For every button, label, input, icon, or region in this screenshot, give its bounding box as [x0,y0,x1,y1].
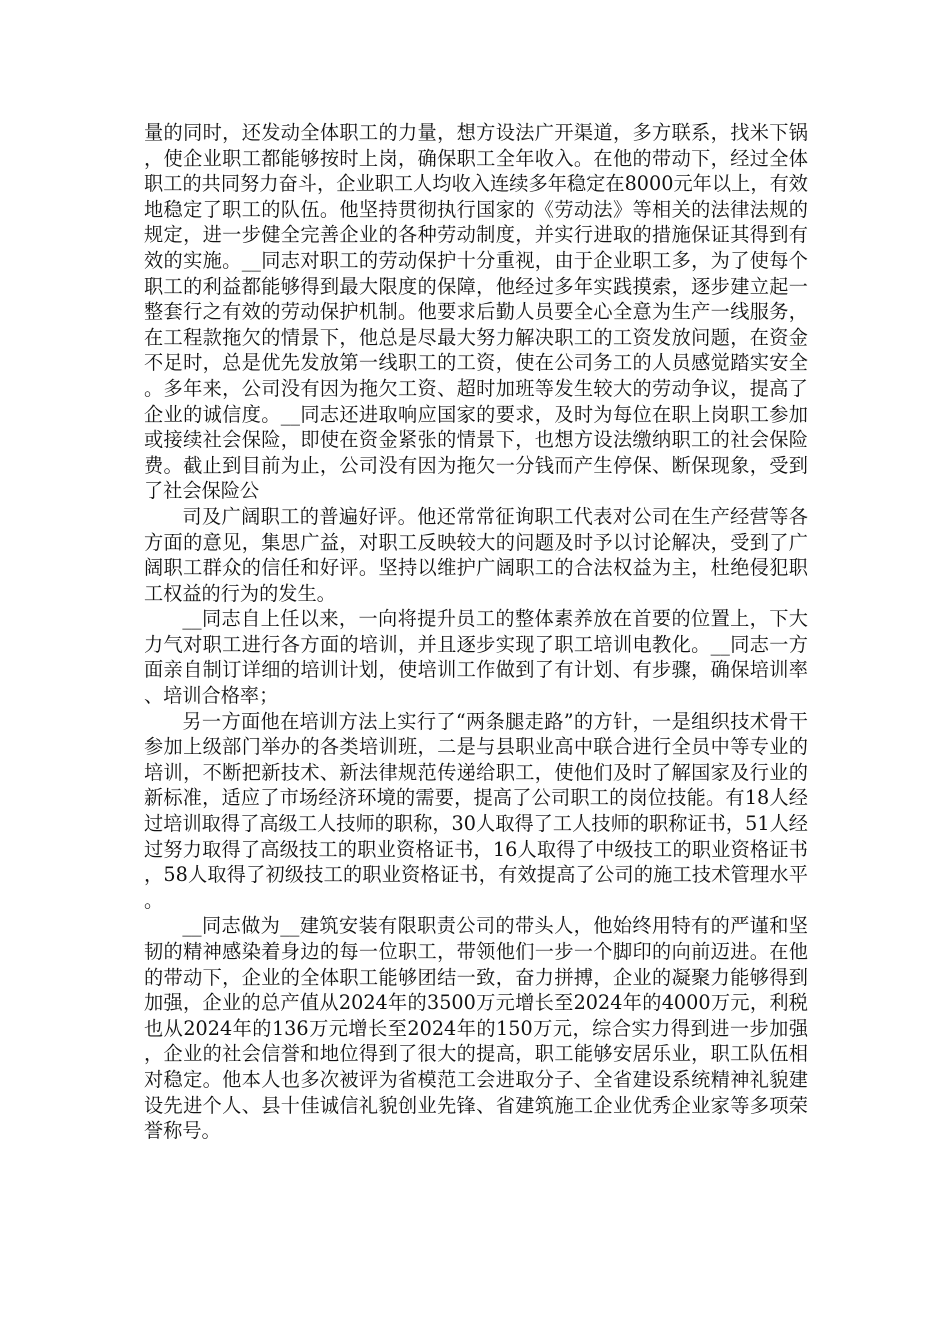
body-paragraph-3: __同志自上任以来，一向将提升员工的整体素养放在首要的位置上，下大力气对职工进行各方面的培训，并且逐步实现了职工培训电教化。__同志一方面亲自制订详细的培训计划，使培训工作做到了有计划、有步骤，确保培训率、培训合格率； [144,607,808,708]
body-paragraph-2: 司及广阔职工的普遍好评。他还常常征询职工代表对公司在生产经营等各方面的意见，集思广益，对职工反映较大的问题及时予以讨论解决，受到了广阔职工群众的信任和好评。坚持以维护广阔职工的合法权益为主，杜绝侵犯职工权益的行为的发生。 [144,504,808,605]
body-paragraph-4: 另一方面他在培训方法上实行了“两条腿走路”的方针，一是组织技术骨干参加上级部门举办的各类培训班，二是与县职业高中联合进行全员中等专业的培训，不断把新技术、新法律规范传递给职工，使他们及时了解国家及行业的新标准，适应了市场经济环境的需要，提高了公司职工的岗位技能。有18人经过培训取得了高级工人技师的职称，30人取得了工人技师的职称证书，51人经过努力取得了高级技工的职业资格证书，16人取得了中级技工的职业资格证书，58人取得了初级技工的职业资格证书，有效提高了公司的施工技术管理水平。 [144,709,808,912]
document-page [144,120,808,1144]
body-paragraph-5: __同志做为__建筑安装有限职责公司的带头人，他始终用特有的严谨和坚韧的精神感染着身边的每一位职工，带领他们一步一个脚印的向前迈进。在他的带动下，企业的全体职工能够团结一致，奋力拼搏，企业的凝聚力能够得到加强，企业的总产值从2024年的3500万元增长至2024年的4000万元，利税也从2024年的136万元增长至2024年的150万元，综合实力得到进一步加强，企业的社会信誉和地位得到了很大的提高，职工能够安居乐业，职工队伍相对稳定。他本人也多次被评为省模范工会进取分子、全省建设系统精神礼貌建设先进个人、县十佳诚信礼貌创业先锋、省建筑施工企业优秀企业家等多项荣誉称号。 [144,914,808,1143]
body-paragraph-1: 量的同时，还发动全体职工的力量，想方设法广开渠道，多方联系，找米下锅，使企业职工都能够按时上岗，确保职工全年收入。在他的带动下，经过全体职工的共同努力奋斗，企业职工人均收入连续多年稳定在8000元年以上，有效地稳定了职工的队伍。他坚持贯彻执行国家的《劳动法》等相关的法律法规的规定，进一步健全完善企业的各种劳动制度，并实行进取的措施保证其得到有效的实施。__同志对职工的劳动保护十分重视，由于企业职工多，为了使每个职工的利益都能够得到最大限度的保障，他经过多年实践摸索，逐步建立起一整套行之有效的劳动保护机制。他要求后勤人员要全心全意为生产一线服务，在工程款拖欠的情景下，他总是尽最大努力解决职工的工资发放问题，在资金不足时，总是优先发放第一线职工的工资，使在公司务工的人员感觉踏实安全。多年来，公司没有因为拖欠工资、超时加班等发生较大的劳动争议，提高了企业的诚信度。__同志还进取响应国家的要求，及时为每位在职上岗职工参加或接续社会保险，即使在资金紧张的情景下，也想方设法缴纳职工的社会保险费。截止到目前为止，公司没有因为拖欠一分钱而产生停保、断保现象，受到了社会保险公 [144,121,808,503]
